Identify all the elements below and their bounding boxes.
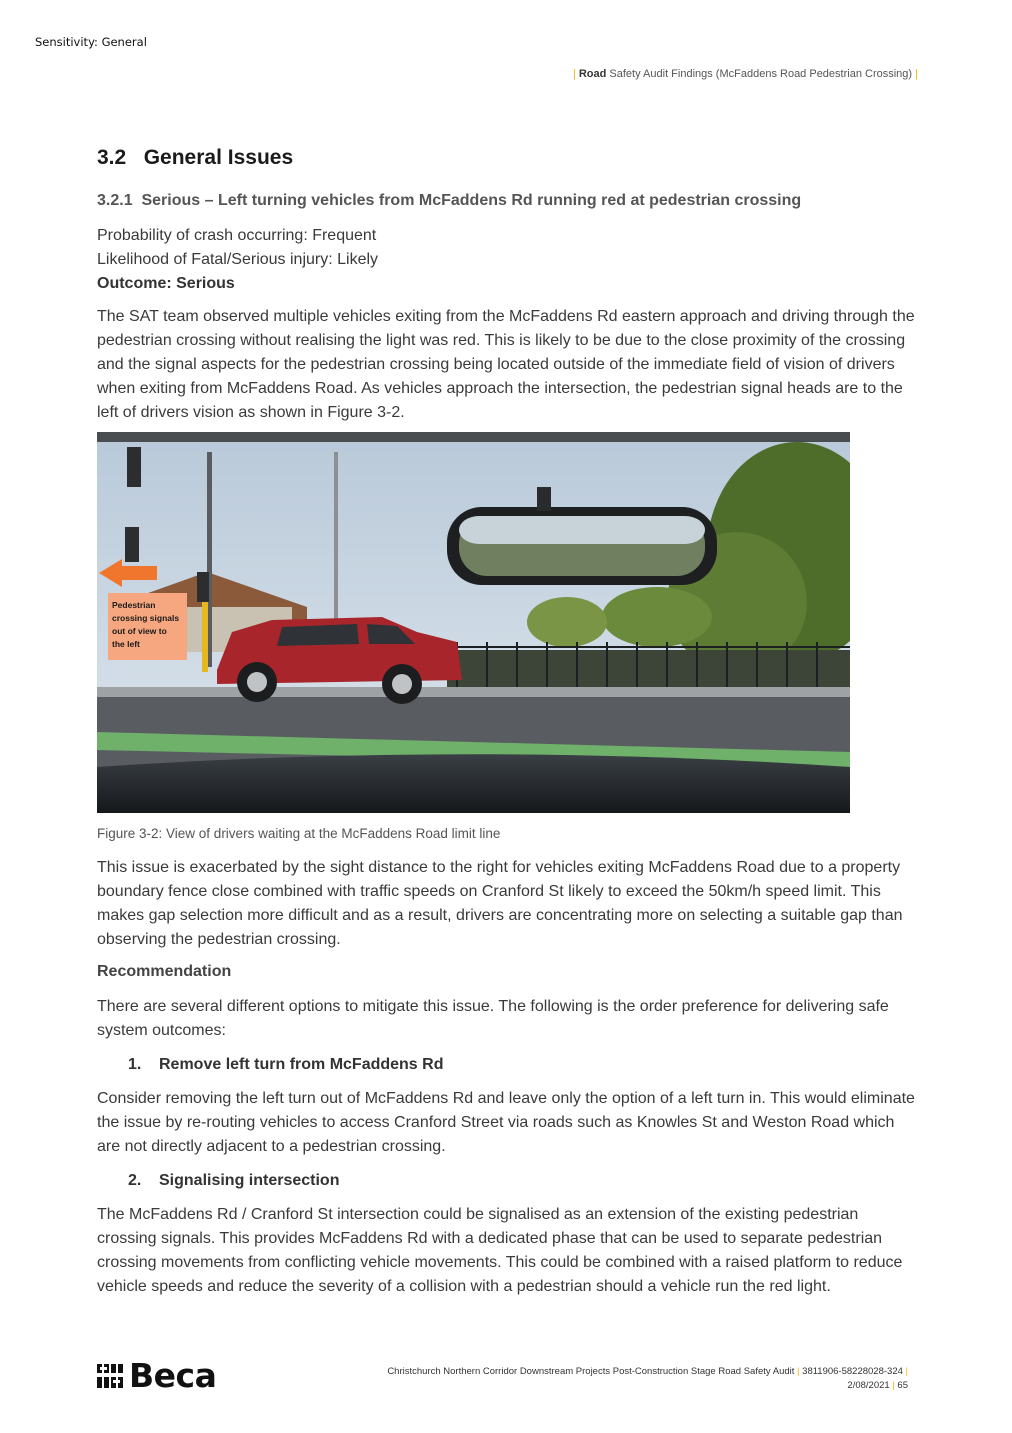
recommendation-heading: Recommendation <box>97 963 232 980</box>
running-header: | Road Safety Audit Findings (McFaddens Road Pedestrian Crossing) | <box>572 68 918 80</box>
subsection-title-text: Serious – Left turning vehicles from McFaddens Rd running red at pedestrian crossing <box>141 192 802 209</box>
beca-logo-icon <box>97 1362 125 1390</box>
header-text: Safety Audit Findings (McFaddens Road Pedestrian Crossing) <box>606 68 913 80</box>
section-title-text: General Issues <box>143 146 294 169</box>
callout-line-2: crossing signals <box>112 613 180 623</box>
section-title <box>97 146 293 170</box>
subsection-title <box>97 192 801 210</box>
option-1-heading <box>128 1056 443 1074</box>
option-1-number: 1. <box>128 1056 142 1073</box>
footer-project: Christchurch Northern Corridor Downstream Projects Post-Construction Stage Road Safety Audit <box>387 1366 795 1377</box>
risk-outcome: Outcome: Serious <box>97 275 235 292</box>
risk-likelihood: Likelihood of Fatal/Serious injury: Likely <box>97 251 379 268</box>
photo-illustration <box>97 432 850 813</box>
footer-doc-number: 3811906-58228028-324 <box>802 1366 903 1377</box>
beca-logo-text: Beca <box>129 1356 217 1395</box>
sensitivity-label: Sensitivity: General <box>35 35 147 49</box>
header-bold: Road <box>578 68 607 80</box>
beca-logo <box>97 1356 217 1395</box>
paragraph-options-intro: There are several different options to mitigate this issue. The following is the order preference for delivering safe system outcomes: <box>97 998 889 1039</box>
option-1-title: Remove left turn from McFaddens Rd <box>159 1056 444 1073</box>
callout-line-1: Pedestrian <box>112 600 156 610</box>
callout-line-3: out of view to <box>112 626 167 636</box>
paragraph-sight-distance: This issue is exacerbated by the sight distance to the right for vehicles exiting McFaddens Road due to a property boundary fence close combined with traffic speeds on Cranford St likely to exceed the 50km/h speed limit. This makes gap selection more difficult and as a result, drivers are concentrating more on selecting a suitable gap than observing the pedestrian crossing. <box>97 859 903 948</box>
risk-block <box>97 224 917 296</box>
footer-date: 2/08/2021 <box>847 1380 890 1391</box>
footer: Christchurch Northern Corridor Downstream Projects Post-Construction Stage Road Safety Audit | 3811906-58228028-324 | 2/08/2021 | 65 <box>387 1366 908 1391</box>
callout-line-4: the left <box>112 639 140 649</box>
option-2-heading <box>128 1172 339 1190</box>
footer-page-number: 65 <box>897 1380 908 1391</box>
paragraph-observation: The SAT team observed multiple vehicles exiting from the McFaddens Rd eastern approach and driving through the pedestrian crossing without realising the light was red. This is likely to be due to the close proximity of the crossing and the signal aspects for the pedestrian crossing being located outside of the immediate field of vision of drivers when exiting from McFaddens Road. As vehicles approach the intersection, the pedestrian signal heads are to the left of drivers vision as shown in Figure 3-2. <box>97 308 915 421</box>
risk-probability: Probability of crash occurring: Frequent <box>97 227 377 244</box>
paragraph-option-1: Consider removing the left turn out of McFaddens Rd and leave only the option of a left turn in. This would eliminate the issue by re-routing vehicles to access Cranford Street via roads such as Knowles St and Weston Road which are not directly adjacent to a pedestrian crossing. <box>97 1090 915 1155</box>
section-number: 3.2 <box>97 146 127 169</box>
paragraph-option-2: The McFaddens Rd / Cranford St intersection could be signalised as an extension of the existing pedestrian crossing signals. This provides McFaddens Rd with a dedicated phase that can be used to separate pedestrian crossing movements from conflicting vehicle movements. This could be combined with a raised platform to reduce vehicle speeds and reduce the severity of a collision with a pedestrian should a vehicle run the red light. <box>97 1206 903 1295</box>
figure-caption: Figure 3-2: View of drivers waiting at the McFaddens Road limit line <box>97 826 501 841</box>
subsection-number: 3.2.1 <box>97 192 133 209</box>
option-2-title: Signalising intersection <box>159 1172 340 1189</box>
figure-photo <box>97 432 850 813</box>
option-2-number: 2. <box>128 1172 142 1189</box>
